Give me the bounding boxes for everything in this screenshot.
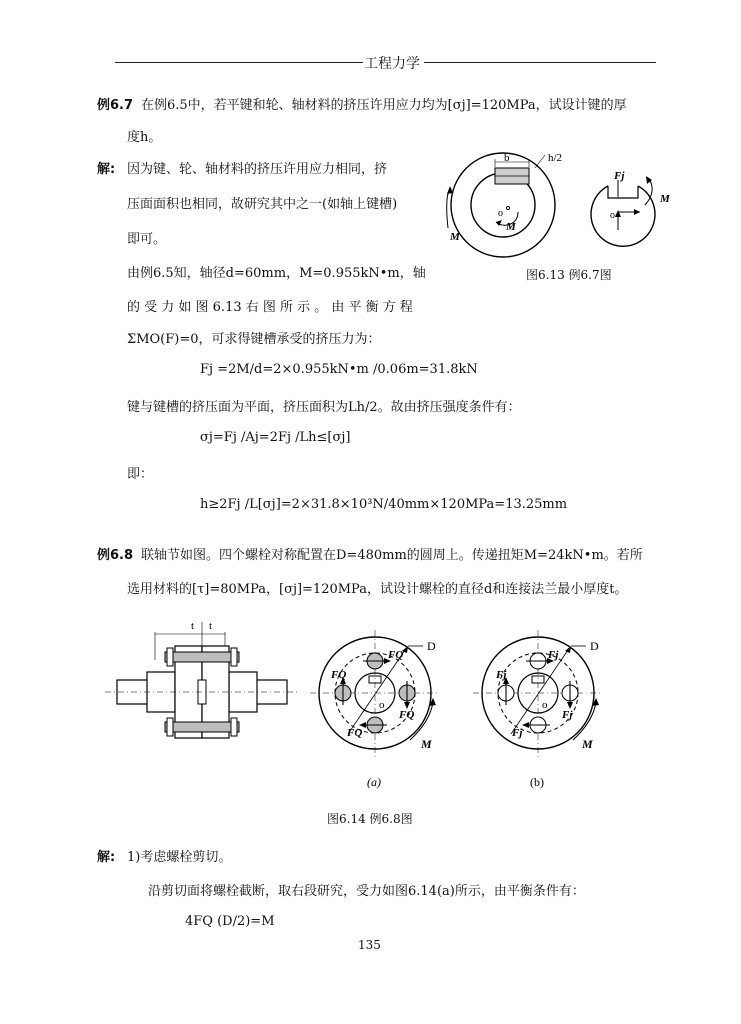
bolt-top-head bbox=[167, 648, 173, 666]
label-t-left: t bbox=[191, 620, 195, 632]
section-b-label-fj-left: Fj bbox=[496, 669, 507, 681]
figure-6-14-caption: 图6.14 例6.8图 bbox=[327, 812, 413, 826]
label-M-inner: M bbox=[506, 221, 516, 233]
equation-4fq: 4FQ (D/2)=M bbox=[185, 914, 275, 929]
example-6-8-question-line1: 联轴节如图。四个螺栓对称配置在D=480mm的圆周上。传递扭矩M=24kN•m。若所 bbox=[141, 548, 643, 563]
equation-h: h≥2Fj /L[σj]=2×31.8×10³N/40mm×120MPa=13.25mm bbox=[200, 497, 568, 512]
bolt-bottom-head bbox=[167, 718, 173, 736]
section-a-key bbox=[369, 676, 381, 683]
solution-6-7-line2: 压面面积也相同，故研究其中之一(如轴上键槽) bbox=[127, 197, 398, 212]
label-b: b bbox=[504, 152, 510, 164]
solution-6-7-line8: 即： bbox=[127, 467, 154, 482]
section-a bbox=[310, 630, 440, 789]
label-M-right: M bbox=[660, 193, 670, 205]
coupling-side-view bbox=[105, 620, 300, 738]
solution-6-7-line4: 由例6.5知，轴径d=60mm，M=0.955kN•m，轴 bbox=[127, 266, 426, 281]
solution-6-7-label: 解: bbox=[97, 162, 116, 177]
figure-6-14 bbox=[105, 610, 625, 795]
example-6-7-question-line2: 度h。 bbox=[127, 130, 162, 145]
section-b-label-fj-bottom: Fj bbox=[512, 727, 523, 739]
section-a-label-M: M bbox=[421, 737, 432, 751]
label-o-right: o bbox=[610, 210, 615, 221]
solution-6-7-line7: 键与键槽的挤压面为平面，挤压面积为Lh/2。故由挤压强度条件有： bbox=[127, 400, 521, 415]
section-a-label-o: o bbox=[379, 699, 385, 711]
section-a-label-fq-bottom: FQ bbox=[347, 727, 363, 739]
figure-6-13-caption: 图6.13 例6.7图 bbox=[526, 268, 612, 282]
moment-arrowhead-outer bbox=[447, 186, 453, 194]
solution-6-7-line3: 即可。 bbox=[127, 232, 167, 247]
label-M-outer: M bbox=[450, 231, 460, 243]
header-rule-left bbox=[115, 62, 363, 63]
example-6-8-question-line2: 选用材料的[τ]=80MPa，[σj]=120MPa，试设计螺栓的直径d和连接法兰最小厚度t。 bbox=[127, 582, 628, 597]
example-6-7-question-line1: 在例6.5中，若平键和轮、轴材料的挤压许用应力均为[σj]=120MPa，试设计键的厚 bbox=[141, 98, 627, 113]
section-a-caption: (a) bbox=[367, 775, 381, 789]
solution-6-8-step1: 1)考虑螺栓剪切。 bbox=[127, 850, 232, 865]
equation-sigma-j: σj=Fj /Aj=2Fj /Lh≤[σj] bbox=[200, 430, 351, 445]
section-a-label-D: D bbox=[427, 639, 436, 653]
section-b-label-fj-right: Fj bbox=[562, 709, 573, 721]
shaft-force-arrowhead bbox=[615, 210, 621, 217]
section-b-label-M: M bbox=[582, 737, 593, 751]
bolt-bottom-nut bbox=[231, 718, 237, 736]
section-a-label-fq-right: FQ bbox=[399, 709, 415, 721]
equation-fj: Fj =2M/d=2×0.955kN•m /0.06m=31.8kN bbox=[200, 362, 478, 377]
bolt-bottom bbox=[165, 722, 239, 732]
shaft-outline bbox=[591, 186, 655, 246]
section-b-caption: (b) bbox=[530, 775, 544, 789]
moment-arrow-outer bbox=[447, 188, 450, 228]
solution-6-8-label: 解: bbox=[97, 850, 116, 865]
header-rule-right bbox=[424, 62, 656, 63]
section-b-label-o: o bbox=[542, 699, 548, 711]
example-6-8-label: 例6.8 bbox=[97, 548, 134, 563]
label-Fj: Fj bbox=[614, 170, 625, 182]
section-b-label-fj-top: Fj bbox=[548, 649, 559, 661]
solution-6-7-line1: 因为键、轮、轴材料的挤压许用应力相同，挤 bbox=[127, 162, 388, 177]
label-o-left: o bbox=[498, 208, 503, 219]
label-t-right: t bbox=[209, 620, 213, 632]
section-b-label-D: D bbox=[590, 639, 599, 653]
example-6-7-label: 例6.7 bbox=[97, 98, 134, 113]
fj-arrowhead-bottom bbox=[522, 722, 529, 728]
bolt-top bbox=[165, 652, 239, 662]
fj-arrowhead-right bbox=[567, 702, 573, 709]
section-a-label-fq-top: FQ bbox=[388, 649, 404, 661]
shaft-keyway bbox=[608, 186, 638, 198]
dim-h2-leader bbox=[535, 155, 545, 168]
page-number: 135 bbox=[358, 938, 381, 952]
section-b bbox=[473, 630, 603, 789]
section-b-diameter-arrow bbox=[565, 646, 571, 653]
solution-6-7-line6: ΣMO(F)=0，可求得键槽承受的挤压力为： bbox=[127, 332, 381, 347]
bolt-top-nut bbox=[231, 648, 237, 666]
section-a-label-fq-left: FQ bbox=[331, 669, 347, 681]
section-b-key bbox=[532, 676, 544, 683]
fj-arrowhead bbox=[634, 209, 640, 215]
solution-6-7-line5: 的 受 力 如 图 6.13 右 图 所 示 。 由 平 衡 方 程 bbox=[127, 300, 413, 315]
label-h2: h/2 bbox=[548, 152, 563, 164]
solution-6-8-line2: 沿剪切面将螺栓截断，取右段研究，受力如图6.14(a)所示，由平衡条件有： bbox=[148, 884, 585, 899]
header-title: 工程力学 bbox=[364, 56, 420, 72]
fq-arrowhead-right bbox=[404, 702, 410, 709]
center-dot bbox=[506, 206, 509, 209]
